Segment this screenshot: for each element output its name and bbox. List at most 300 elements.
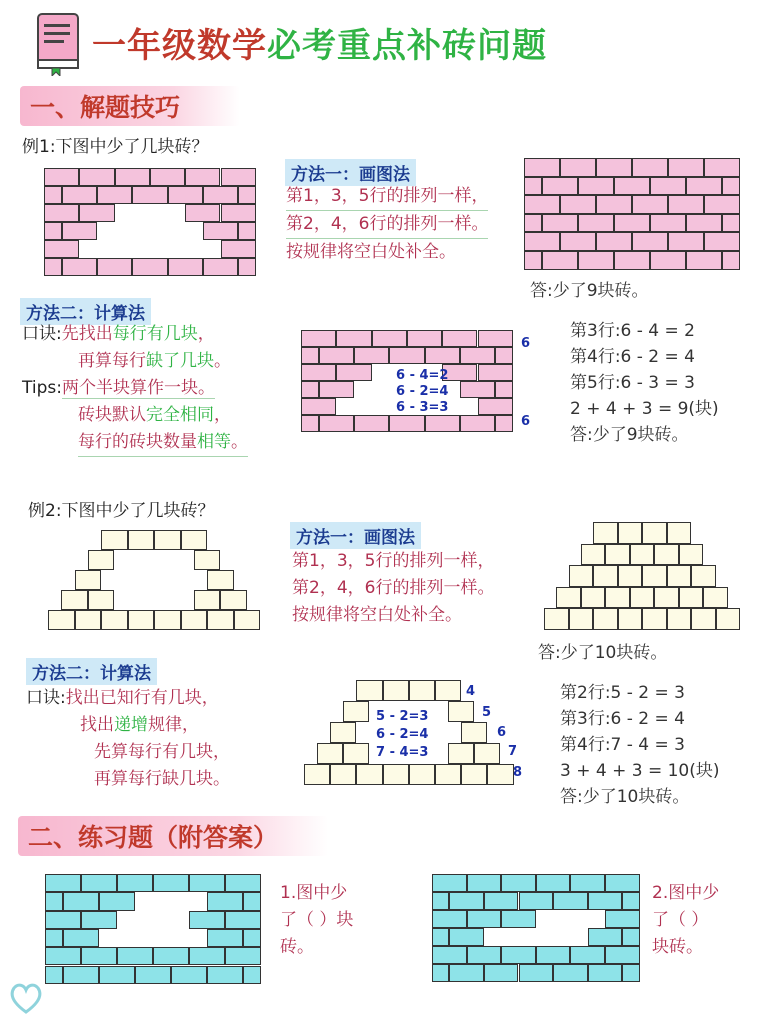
brick xyxy=(478,364,513,381)
brick xyxy=(553,892,588,910)
brick xyxy=(474,743,500,764)
example-1-filled-wall xyxy=(524,158,740,270)
brick xyxy=(524,232,560,251)
brick xyxy=(703,587,728,609)
row-count-bottom-label: 6 xyxy=(521,414,531,429)
brick xyxy=(581,544,606,566)
brick xyxy=(524,251,542,270)
brick xyxy=(569,608,594,630)
brick xyxy=(238,258,256,276)
brick xyxy=(45,947,81,965)
brick xyxy=(449,892,484,910)
brick xyxy=(581,587,606,609)
koujue-line-2 xyxy=(22,348,248,375)
brick xyxy=(460,381,495,398)
brick xyxy=(467,946,502,964)
koujue-text: 先找出 xyxy=(61,324,113,344)
method-1-line-1: 第1，3，5行的排列一样， xyxy=(292,551,495,571)
koujue-label: 口诀: xyxy=(22,324,62,344)
row-count-label-3: 6 xyxy=(497,725,507,740)
koujue-highlight: 每行有几块 xyxy=(112,324,198,344)
example-2-method-1-title: 方法一：画图法 xyxy=(290,522,421,549)
brick xyxy=(519,892,554,910)
brick xyxy=(618,608,643,630)
brick xyxy=(221,240,256,258)
page-title xyxy=(92,18,547,67)
brick xyxy=(132,186,167,204)
brick xyxy=(501,874,536,892)
example-2-method-1-text xyxy=(292,548,494,629)
brick xyxy=(487,764,513,785)
brick xyxy=(622,928,639,946)
brick xyxy=(203,186,238,204)
brick xyxy=(301,398,336,415)
brick xyxy=(605,544,630,566)
brick xyxy=(593,522,618,544)
brick xyxy=(668,195,704,214)
brick xyxy=(97,258,132,276)
calc-line: 第4行:7 - 4 = 3 xyxy=(560,735,685,755)
row-count-label-2: 5 xyxy=(482,705,492,720)
practice-2-line: 2.图中少 xyxy=(652,883,720,903)
brick xyxy=(99,966,135,984)
brick xyxy=(461,764,487,785)
example-1-method-1-title: 方法一：画图法 xyxy=(285,159,416,186)
brick xyxy=(189,874,225,892)
brick xyxy=(207,966,243,984)
brick xyxy=(153,874,189,892)
brick xyxy=(343,701,369,722)
brick xyxy=(301,330,336,347)
brick xyxy=(578,177,614,196)
koujue-label: 口诀: xyxy=(26,688,66,708)
brick xyxy=(588,928,623,946)
practice-1-wall xyxy=(45,874,261,984)
brick xyxy=(667,608,692,630)
brick xyxy=(605,874,640,892)
brick xyxy=(536,946,571,964)
brick xyxy=(425,415,460,432)
section-1-heading: 一、解题技巧 xyxy=(20,86,240,126)
brick xyxy=(154,610,181,630)
brick xyxy=(301,364,336,381)
brick xyxy=(62,222,97,240)
brick xyxy=(686,251,722,270)
brick xyxy=(495,347,513,364)
brick xyxy=(319,381,354,398)
brick xyxy=(45,966,63,984)
brick xyxy=(484,964,519,982)
wall-equation-1: 6 - 4=2 xyxy=(396,368,449,383)
brick xyxy=(304,764,330,785)
brick xyxy=(722,214,740,233)
brick xyxy=(389,415,424,432)
brick xyxy=(243,929,261,947)
method-1-line-2: 第2，4，6行的排列一样。 xyxy=(286,211,488,239)
brick xyxy=(630,544,655,566)
example-2-trapezoid xyxy=(48,530,260,630)
tips-text: 两个半块算作一块。 xyxy=(61,378,215,398)
brick xyxy=(542,177,578,196)
brick xyxy=(62,258,97,276)
brick xyxy=(596,232,632,251)
brick xyxy=(448,743,474,764)
brick xyxy=(301,347,319,364)
calc-line: 第3行:6 - 2 = 4 xyxy=(560,709,685,729)
brick xyxy=(432,874,467,892)
brick xyxy=(207,570,234,590)
brick xyxy=(189,911,225,929)
brick xyxy=(79,168,114,186)
brick xyxy=(317,743,343,764)
brick xyxy=(461,722,487,743)
brick xyxy=(44,258,62,276)
example-1-calculation xyxy=(570,318,719,448)
calc-line: 第4行:6 - 2 = 4 xyxy=(570,347,695,367)
brick xyxy=(618,522,643,544)
example-2-calculation xyxy=(560,680,720,810)
brick xyxy=(722,177,740,196)
calc-answer: 答:少了9块砖。 xyxy=(570,425,689,445)
heart-icon xyxy=(6,978,46,1018)
brick xyxy=(642,608,667,630)
calc-line: 第2行:5 - 2 = 3 xyxy=(560,683,685,703)
brick xyxy=(238,186,256,204)
brick xyxy=(432,964,449,982)
brick xyxy=(605,946,640,964)
brick xyxy=(596,158,632,177)
brick xyxy=(171,966,207,984)
tips-highlight: 相等 xyxy=(197,432,231,452)
brick xyxy=(691,608,716,630)
calc-sum: 3 + 4 + 3 = 10(块) xyxy=(560,761,720,781)
calc-sum: 2 + 4 + 3 = 9(块) xyxy=(570,399,719,419)
koujue-text: 再算每行 xyxy=(78,351,146,371)
brick xyxy=(117,947,153,965)
brick xyxy=(667,522,692,544)
brick xyxy=(225,911,261,929)
koujue-text: 找出 xyxy=(80,715,114,735)
example-2-method-2-title: 方法二：计算法 xyxy=(26,658,157,685)
brick xyxy=(650,177,686,196)
brick xyxy=(569,565,594,587)
brick xyxy=(181,610,208,630)
method-1-line-3: 按规律将空白处补全。 xyxy=(286,242,456,262)
brick xyxy=(596,195,632,214)
brick xyxy=(63,892,99,910)
brick xyxy=(570,946,605,964)
method-1-line-2: 第2，4，6行的排列一样。 xyxy=(292,578,495,598)
brick xyxy=(650,251,686,270)
example-1-answer: 答:少了9块砖。 xyxy=(530,281,649,301)
brick xyxy=(356,764,382,785)
row-count-top-label: 6 xyxy=(521,336,531,351)
brick xyxy=(243,892,261,910)
wall-equation-1: 5 - 2=3 xyxy=(376,709,429,724)
brick xyxy=(181,530,208,550)
brick xyxy=(45,892,63,910)
brick xyxy=(668,158,704,177)
brick xyxy=(330,764,356,785)
book-icon xyxy=(34,10,84,76)
koujue-line-1 xyxy=(26,685,230,712)
brick xyxy=(467,910,502,928)
brick xyxy=(354,415,389,432)
example-1-question: 例1:下图中少了几块砖？ xyxy=(22,137,209,157)
brick xyxy=(630,587,655,609)
brick xyxy=(478,330,513,347)
brick xyxy=(667,565,692,587)
brick xyxy=(409,680,435,701)
brick xyxy=(168,258,203,276)
brick xyxy=(478,398,513,415)
brick xyxy=(203,258,238,276)
wall-equation-2: 6 - 2=4 xyxy=(396,384,449,399)
brick xyxy=(75,610,102,630)
brick xyxy=(301,415,319,432)
practice-1-line: 砖。 xyxy=(280,937,314,957)
brick xyxy=(432,892,449,910)
brick xyxy=(407,330,442,347)
example-2-method-2-text xyxy=(26,685,230,793)
brick xyxy=(501,946,536,964)
brick xyxy=(691,565,716,587)
tips-line-2 xyxy=(22,402,248,429)
tips-line-3 xyxy=(78,429,248,457)
brick xyxy=(679,587,704,609)
brick xyxy=(614,177,650,196)
brick xyxy=(570,874,605,892)
brick xyxy=(432,928,449,946)
brick xyxy=(203,222,238,240)
brick xyxy=(336,330,371,347)
brick xyxy=(62,186,97,204)
brick xyxy=(435,680,461,701)
calc-answer: 答:少了10块砖。 xyxy=(560,787,690,807)
brick xyxy=(354,347,389,364)
brick xyxy=(524,177,542,196)
brick xyxy=(63,929,99,947)
practice-1-line: 了（ ）块 xyxy=(280,910,354,930)
brick xyxy=(467,874,502,892)
brick xyxy=(101,610,128,630)
brick xyxy=(560,232,596,251)
brick xyxy=(435,764,461,785)
example-1-method-2-text xyxy=(22,321,248,457)
tips-line-1 xyxy=(22,375,248,402)
brick xyxy=(632,232,668,251)
brick xyxy=(578,214,614,233)
title-part-2: 必考重点补砖问题 xyxy=(267,26,547,66)
brick xyxy=(544,608,569,630)
koujue-text: ， xyxy=(197,324,215,344)
example-1-method-1-text xyxy=(286,183,488,266)
brick xyxy=(88,550,115,570)
brick xyxy=(372,330,407,347)
brick xyxy=(44,168,79,186)
brick xyxy=(45,911,81,929)
tips-text: 砖块默认 xyxy=(78,405,146,425)
brick xyxy=(48,610,75,630)
practice-1-line: 1.图中少 xyxy=(280,883,348,903)
brick xyxy=(605,587,630,609)
brick xyxy=(99,892,135,910)
brick xyxy=(356,680,382,701)
practice-1-question xyxy=(280,880,353,961)
practice-2-line: 块砖。 xyxy=(652,937,703,957)
brick xyxy=(668,232,704,251)
brick xyxy=(632,158,668,177)
brick xyxy=(650,214,686,233)
practice-2-wall xyxy=(432,874,640,982)
wall-equation-3: 7 - 4=3 xyxy=(376,745,429,760)
brick xyxy=(343,743,369,764)
brick xyxy=(221,168,256,186)
example-1-method-2-title: 方法二：计算法 xyxy=(20,298,151,325)
brick xyxy=(243,966,261,984)
brick xyxy=(432,910,467,928)
brick xyxy=(460,347,495,364)
brick xyxy=(495,381,513,398)
brick xyxy=(97,186,132,204)
brick xyxy=(704,195,740,214)
brick xyxy=(654,544,679,566)
koujue-text: 规律， xyxy=(148,715,199,735)
brick xyxy=(45,929,63,947)
brick xyxy=(63,966,99,984)
brick xyxy=(132,258,167,276)
brick xyxy=(168,186,203,204)
brick xyxy=(101,530,128,550)
tips-text: ， xyxy=(214,405,231,425)
brick xyxy=(154,530,181,550)
brick xyxy=(79,204,114,222)
brick xyxy=(556,587,581,609)
brick xyxy=(330,722,356,743)
brick xyxy=(61,590,88,610)
brick xyxy=(484,892,519,910)
brick xyxy=(409,764,435,785)
brick xyxy=(81,874,117,892)
brick xyxy=(501,910,536,928)
brick xyxy=(593,608,618,630)
koujue-line-3: 先算每行有几块， xyxy=(94,742,230,762)
brick xyxy=(194,590,221,610)
wall-equation-2: 6 - 2=4 xyxy=(376,727,429,742)
brick xyxy=(336,364,371,381)
row-count-label-4: 7 xyxy=(508,744,518,759)
brick xyxy=(622,892,639,910)
brick xyxy=(383,764,409,785)
brick xyxy=(524,214,542,233)
brick xyxy=(44,240,79,258)
brick xyxy=(704,232,740,251)
brick xyxy=(460,415,495,432)
brick xyxy=(207,892,243,910)
brick xyxy=(189,947,225,965)
brick xyxy=(588,964,623,982)
brick xyxy=(44,222,62,240)
brick xyxy=(524,195,560,214)
brick xyxy=(194,550,221,570)
tips-text: 。 xyxy=(231,432,248,452)
brick xyxy=(679,544,704,566)
brick xyxy=(135,966,171,984)
brick xyxy=(578,251,614,270)
koujue-line-1 xyxy=(22,321,248,348)
brick xyxy=(128,530,155,550)
brick xyxy=(319,415,354,432)
example-2-answer: 答:少了10块砖。 xyxy=(538,643,668,663)
brick xyxy=(642,565,667,587)
brick xyxy=(81,911,117,929)
brick xyxy=(81,947,117,965)
brick xyxy=(225,947,261,965)
koujue-highlight: 递增 xyxy=(114,715,148,735)
brick xyxy=(185,204,220,222)
koujue-line-4: 再算每行缺几块。 xyxy=(94,769,230,789)
practice-2-question xyxy=(652,880,719,961)
brick xyxy=(618,565,643,587)
brick xyxy=(495,415,513,432)
brick xyxy=(425,347,460,364)
method-1-line-3: 按规律将空白处补全。 xyxy=(292,605,462,625)
brick xyxy=(622,964,639,982)
brick xyxy=(542,251,578,270)
brick xyxy=(432,946,467,964)
brick xyxy=(704,158,740,177)
brick xyxy=(153,947,189,965)
brick xyxy=(536,874,571,892)
tips-text: 每行的砖块数量 xyxy=(78,432,197,452)
brick xyxy=(449,928,484,946)
example-2-question: 例2:下图中少了几块砖？ xyxy=(28,501,215,521)
koujue-text: 找出已知行有几块， xyxy=(65,688,219,708)
koujue-text: 。 xyxy=(214,351,231,371)
brick xyxy=(614,214,650,233)
brick xyxy=(389,347,424,364)
wall-equation-3: 6 - 3=3 xyxy=(396,400,449,415)
row-count-label-1: 4 xyxy=(466,684,476,699)
brick xyxy=(221,204,256,222)
brick xyxy=(44,186,62,204)
tips-highlight: 完全相同 xyxy=(146,405,214,425)
brick xyxy=(442,330,477,347)
brick xyxy=(588,892,623,910)
brick xyxy=(319,347,354,364)
brick xyxy=(716,608,741,630)
brick xyxy=(207,929,243,947)
brick xyxy=(560,195,596,214)
brick xyxy=(301,381,319,398)
brick xyxy=(722,251,740,270)
brick xyxy=(44,204,79,222)
brick xyxy=(632,195,668,214)
brick xyxy=(654,587,679,609)
brick xyxy=(614,251,650,270)
koujue-highlight: 缺了几块 xyxy=(146,351,214,371)
brick xyxy=(605,910,640,928)
brick xyxy=(686,214,722,233)
brick xyxy=(449,964,484,982)
brick xyxy=(45,874,81,892)
brick xyxy=(115,168,150,186)
practice-2-line: 了（ ） xyxy=(652,910,709,930)
example-2-filled-trapezoid xyxy=(544,522,740,630)
brick xyxy=(383,680,409,701)
tips-label: Tips: xyxy=(22,378,62,398)
brick xyxy=(448,701,474,722)
